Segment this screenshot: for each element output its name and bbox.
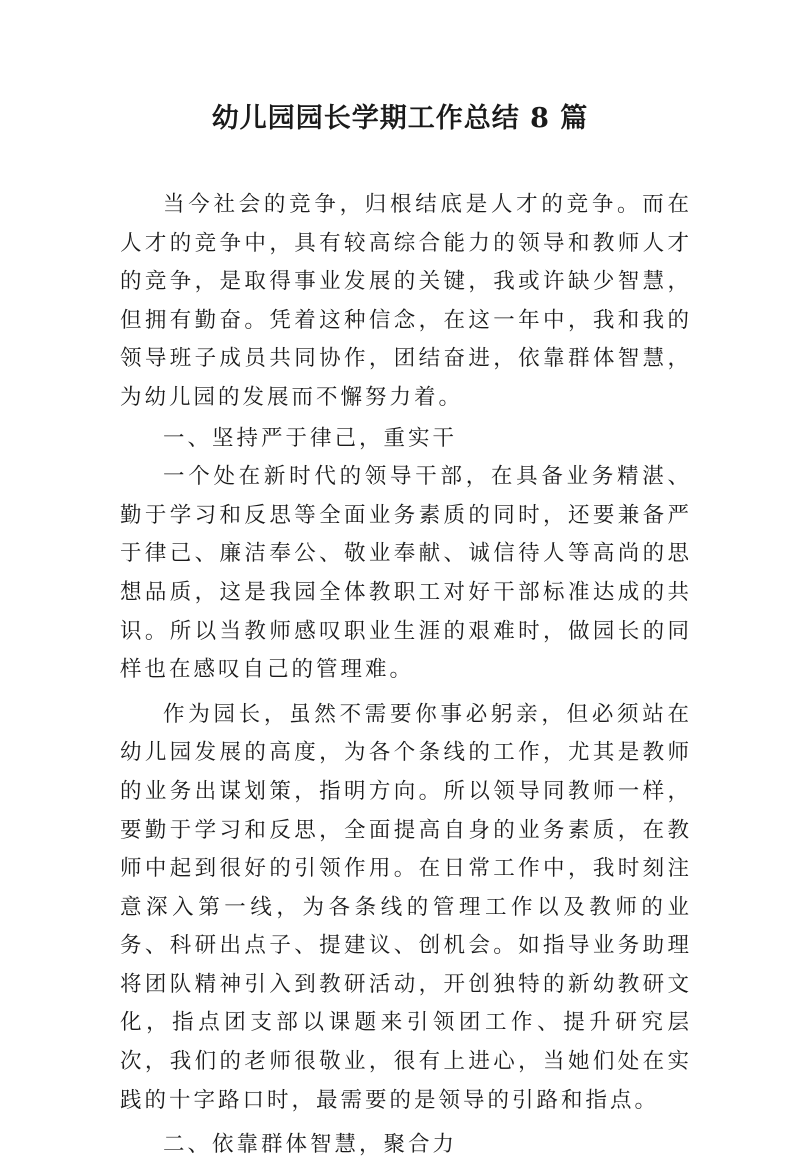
- document-body: [120, 186, 692, 1165]
- section-heading-1: 一、坚持严于律己，重实干: [163, 425, 458, 451]
- paragraph-intro: 当今社会的竞争，归根结底是人才的竞争。而在人才的竞争中，具有较高综合能力的领导和教师人才的竞争，是取得事业发展的关键，我或许缺少智慧，但拥有勤奋。凭着这种信念，在这一年中，我和我的领导班子成员共同协作，团结奋进，依靠群体智慧，为幼儿园的发展而不懈努力着。: [120, 192, 692, 410]
- paragraph-1: 一个处在新时代的领导干部，在具备业务精湛、勤于学习和反思等全面业务素质的同时，还要兼备严于律己、廉洁奉公、敬业奉献、诚信待人等高尚的思想品质，这是我园全体教职工对好干部标准达成的共识。所以当教师感叹职业生涯的艰难时，做园长的同样也在感叹自己的管理难。: [120, 464, 692, 683]
- paragraph-2: 作为园长，虽然不需要你事必躬亲，但必须站在幼儿园发展的高度，为各个条线的工作，尤其是教师的业务出谋划策，指明方向。所以领导同教师一样，要勤于学习和反思，全面提高自身的业务素质，在教师中起到很好的引领作用。在日常工作中，我时刻注意深入第一线，为各条线的管理工作以及教师的业务、科研出点子、提建议、创机会。如指导业务助理将团队精神引入到教研活动，开创独特的新幼教研文化，指点团支部以课题来引领团工作、提升研究层次，我们的老师很敬业，很有上进心，当她们处在实践的十字路口时，最需要的是领导的引路和指点。: [120, 701, 692, 1113]
- document-title: 幼儿园园长学期工作总结 8 篇: [211, 103, 589, 134]
- section-heading-2: 二、依靠群体智慧，聚合力: [163, 1132, 458, 1158]
